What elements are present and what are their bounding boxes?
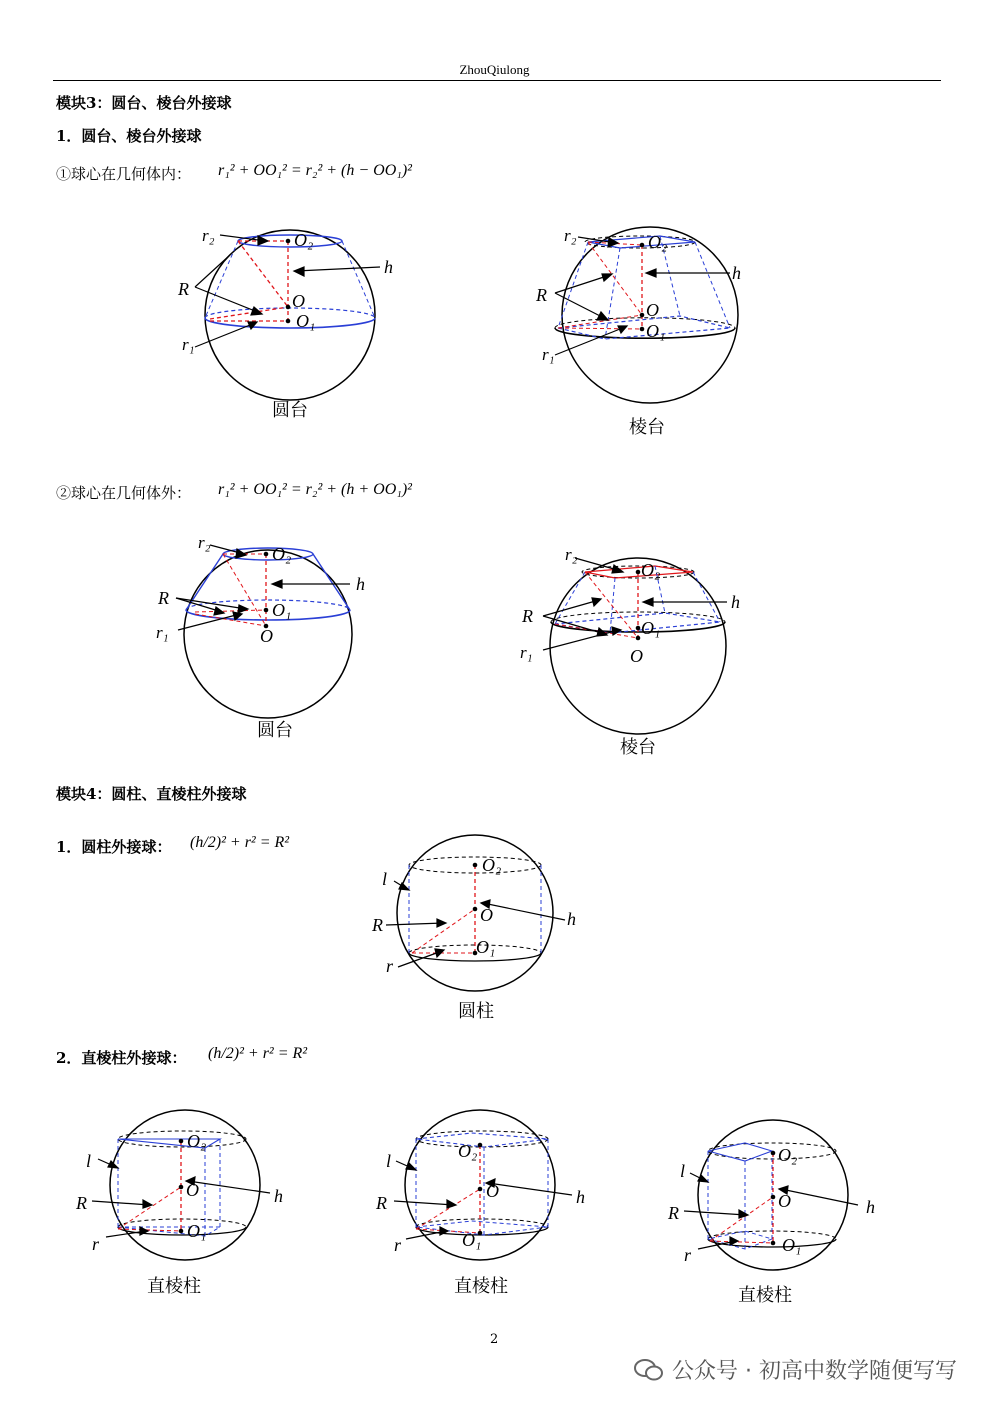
caption-frustum-cone: 圆台 xyxy=(272,400,308,421)
svg-text:O₂: O₂ xyxy=(778,1145,798,1165)
svg-text:O₂: O₂ xyxy=(482,855,502,875)
svg-text:l: l xyxy=(680,1161,686,1181)
module3-sub1: 1．圆台、棱台外接球 xyxy=(56,127,202,145)
svg-text:R: R xyxy=(668,1203,679,1223)
module3-title: 模块3：圆台、棱台外接球 xyxy=(56,94,232,112)
svg-text:O: O xyxy=(646,300,659,320)
figure-frustum-pyramid-outside xyxy=(515,540,755,750)
watermark-text: 公众号 · 初高中数学随便写写 xyxy=(672,1359,957,1384)
label-O1: O₁ xyxy=(296,311,316,331)
svg-text:r₂: r₂ xyxy=(565,545,578,564)
svg-text:R: R xyxy=(372,915,383,935)
svg-text:O₂: O₂ xyxy=(272,544,292,564)
figure-frustum-cone-outside xyxy=(150,530,390,740)
label-r2: r₂ xyxy=(202,226,215,245)
svg-text:O: O xyxy=(778,1191,791,1211)
svg-text:r₁: r₁ xyxy=(542,345,555,364)
page-number: 2 xyxy=(490,1332,499,1347)
svg-text:r₂: r₂ xyxy=(198,533,211,552)
module4-sub2: 2．直棱柱外接球： xyxy=(56,1049,187,1067)
caption-prism-3: 直棱柱 xyxy=(738,1285,792,1306)
module4-sub1: 1．圆柱外接球： xyxy=(56,838,172,856)
svg-text:O₂: O₂ xyxy=(458,1141,478,1161)
svg-text:O₁: O₁ xyxy=(782,1235,802,1255)
svg-text:R: R xyxy=(522,606,533,626)
svg-text:h: h xyxy=(356,574,365,594)
caption-frustum-pyramid-2: 棱台 xyxy=(620,737,656,758)
svg-text:l: l xyxy=(382,869,388,889)
figure-cylinder xyxy=(360,825,600,1000)
svg-text:O₁: O₁ xyxy=(476,937,496,957)
figure-prism-3 xyxy=(660,1115,890,1285)
svg-text:R: R xyxy=(536,285,547,305)
svg-text:r: r xyxy=(684,1245,692,1265)
svg-text:h: h xyxy=(731,592,740,612)
svg-text:l: l xyxy=(86,1151,92,1171)
module4-title: 模块4：圆柱、直棱柱外接球 xyxy=(56,785,247,803)
svg-text:r: r xyxy=(394,1235,402,1255)
svg-text:O: O xyxy=(486,1181,499,1201)
svg-text:r₁: r₁ xyxy=(156,623,169,642)
svg-text:O₂: O₂ xyxy=(641,560,661,580)
svg-text:O₁: O₁ xyxy=(646,321,666,341)
svg-text:O₁: O₁ xyxy=(272,600,292,620)
caption-prism-2: 直棱柱 xyxy=(454,1276,508,1297)
case2-formula: r₁² + OO₁² = r₂² + (h + OO₁)² xyxy=(218,481,412,498)
caption-frustum-cone-2: 圆台 xyxy=(257,720,293,741)
figure-prism-1 xyxy=(70,1105,300,1275)
svg-text:h: h xyxy=(732,263,741,283)
svg-text:O₁: O₁ xyxy=(462,1230,482,1250)
svg-text:l: l xyxy=(386,1151,392,1171)
label-r1: r₁ xyxy=(182,335,195,354)
figure-frustum-cone-inside xyxy=(170,215,410,420)
figure-frustum-pyramid-inside xyxy=(530,215,770,420)
svg-text:R: R xyxy=(376,1193,387,1213)
svg-text:r: r xyxy=(92,1234,100,1254)
svg-text:R: R xyxy=(158,588,169,608)
module4-sub2-formula: (h/2)² + r² = R² xyxy=(208,1045,308,1062)
svg-text:h: h xyxy=(567,909,576,929)
svg-text:O: O xyxy=(480,905,493,925)
page-header-author: ZhouQiulong xyxy=(459,62,530,77)
svg-text:O: O xyxy=(186,1180,199,1200)
label-R: R xyxy=(178,279,189,299)
watermark xyxy=(634,1354,957,1385)
caption-cylinder: 圆柱 xyxy=(458,1001,494,1022)
svg-text:O₂: O₂ xyxy=(187,1131,207,1151)
svg-text:r₁: r₁ xyxy=(520,643,533,662)
label-O: O xyxy=(292,291,305,311)
svg-text:r: r xyxy=(386,956,394,976)
header-rule xyxy=(53,80,941,81)
svg-text:O₁: O₁ xyxy=(187,1221,207,1241)
svg-text:O₁: O₁ xyxy=(641,618,661,638)
svg-text:r₂: r₂ xyxy=(564,226,577,245)
wechat-icon xyxy=(634,1358,664,1382)
case1-formula: r₁² + OO₁² = r₂² + (h − OO₁)² xyxy=(218,162,412,179)
caption-prism-1: 直棱柱 xyxy=(147,1276,201,1297)
svg-text:O: O xyxy=(260,626,273,646)
caption-frustum-pyramid: 棱台 xyxy=(629,417,665,438)
figure-prism-2 xyxy=(372,1105,602,1275)
svg-text:O: O xyxy=(630,646,643,666)
svg-text:h: h xyxy=(274,1186,283,1206)
case2-label: ②球心在几何体外： xyxy=(56,484,192,502)
module4-sub1-formula: (h/2)² + r² = R² xyxy=(190,834,290,851)
svg-text:R: R xyxy=(76,1193,87,1213)
svg-text:h: h xyxy=(866,1197,875,1217)
label-O2: O₂ xyxy=(294,230,314,250)
svg-text:O₂: O₂ xyxy=(648,232,668,252)
case1-label: ①球心在几何体内： xyxy=(56,165,192,183)
label-h: h xyxy=(384,257,393,277)
svg-text:h: h xyxy=(576,1187,585,1207)
